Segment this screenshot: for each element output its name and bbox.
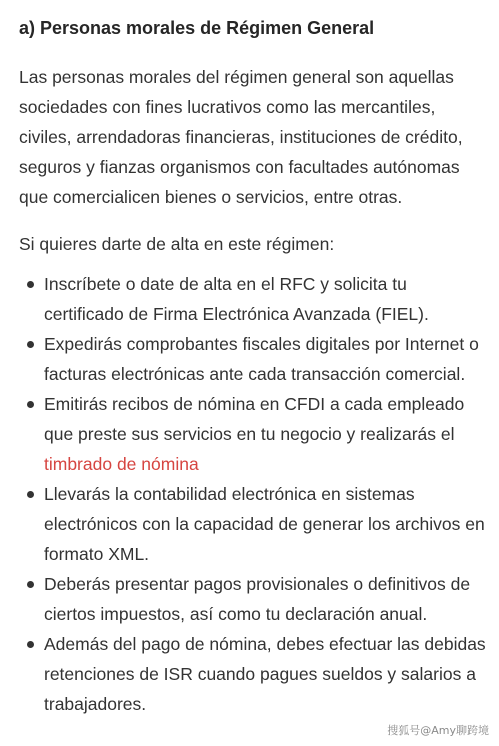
list-item [19,479,489,569]
list-item-text: Deberás presentar pagos provisionales o definitivos de ciertos impuestos, así como tu declaración anual. [44,574,471,624]
timbrado-link[interactable]: timbrado de nómina [44,454,199,474]
list-item-text: Inscríbete o date de alta en el RFC y solicita tu certificado de Firma Electrónica Avanzada (FIEL). [44,274,429,324]
list-item [19,269,489,329]
bullet-icon [27,281,34,288]
list-item-text: Además del pago de nómina, debes efectuar las debidas retenciones de ISR cuando pagues sueldos y salarios a trabajadores. [44,634,486,714]
bullet-icon [27,641,34,648]
list-item-text: Emitirás recibos de nómina en CFDI a cada empleado que preste sus servicios en tu negocio y realizarás el [44,394,465,444]
requirements-list [19,269,489,719]
lead-paragraph: Si quieres darte de alta en este régimen: [19,234,335,254]
list-item [19,389,489,479]
watermark: 搜狐号@Amy聊跨境 [387,724,489,737]
list-item [19,629,489,719]
bullet-icon [27,491,34,498]
bullet-icon [27,341,34,348]
list-item [19,569,489,629]
bullet-icon [27,401,34,408]
intro-paragraph: Las personas morales del régimen general son aquellas sociedades con fines lucrativos como las mercantiles, civiles, arrendadoras financieras, instituciones de crédito, seguros y fianzas organismos con facultades autónomas que comercialicen bienes o servicios, entre otras. [19,67,463,207]
list-item [19,329,489,389]
bullet-icon [27,581,34,588]
section-heading: a) Personas morales de Régimen General [19,18,375,38]
list-item-text: Llevarás la contabilidad electrónica en sistemas electrónicos con la capacidad de generar los archivos en formato XML. [44,484,485,564]
list-item-text: Expedirás comprobantes fiscales digitales por Internet o facturas electrónicas ante cada transacción comercial. [44,334,479,384]
